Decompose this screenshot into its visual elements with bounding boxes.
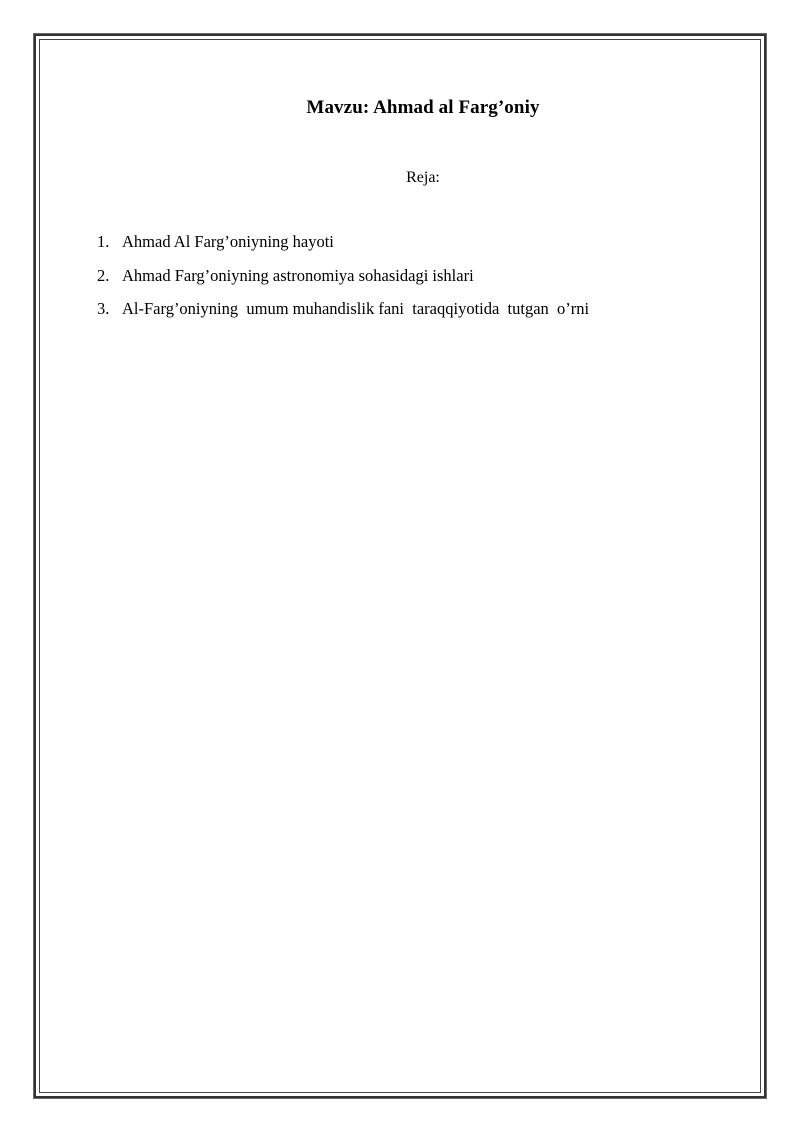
plan-list xyxy=(97,230,589,331)
plan-item-text: Ahmad Al Farg’oniyning hayoti xyxy=(122,232,334,251)
plan-item-number: 3. xyxy=(97,299,110,318)
plan-item-text: Al-Farg’oniyning umum muhandislik fani taraqqiyotida tutgan o’rni xyxy=(122,299,590,318)
plan-item xyxy=(97,297,589,331)
plan-item-number: 1. xyxy=(97,232,110,251)
plan-item-text: Ahmad Farg’oniyning astronomiya sohasidagi ishlari xyxy=(122,265,474,285)
page-border xyxy=(34,34,766,1098)
plan-heading: Reja: xyxy=(406,169,440,186)
document-title: Mavzu: Ahmad al Farg’oniy xyxy=(306,97,540,118)
plan-item-number: 2. xyxy=(97,265,110,285)
plan-item xyxy=(97,264,589,298)
plan-item xyxy=(97,230,589,264)
page-border-inner xyxy=(39,39,761,1093)
